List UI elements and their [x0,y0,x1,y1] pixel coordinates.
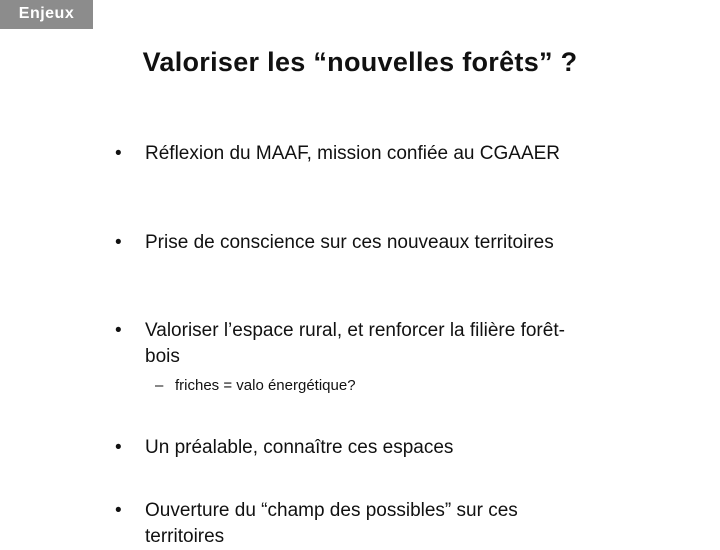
bullet-text: Réflexion du MAAF, mission confiée au CGAAER [145,143,561,164]
bullet-text: Ouverture du “champ des possibles” sur ces territoires [145,500,518,547]
bullet-item [115,230,595,256]
sub-bullet-marker: – [155,377,164,394]
bullet-marker: • [115,437,122,458]
sub-bullet-item [155,376,575,396]
bullet-marker: • [115,500,122,521]
bullet-item [115,498,595,550]
bullet-text: Un préalable, connaître ces espaces [145,437,454,458]
bullet-item [115,435,595,461]
sub-bullet-text: friches = valo énergétique? [175,377,356,394]
bullet-marker: • [115,143,122,164]
section-tag: Enjeux [0,0,93,29]
bullet-text: Valoriser l’espace rural, et renforcer la filière forêt-bois [145,320,565,367]
bullet-marker: • [115,232,122,253]
bullet-text: Prise de conscience sur ces nouveaux territoires [145,232,554,253]
bullet-item [115,318,595,370]
bullet-item [115,141,595,167]
bullet-marker: • [115,320,122,341]
slide-title: Valoriser les “nouvelles forêts” ? [142,47,578,77]
